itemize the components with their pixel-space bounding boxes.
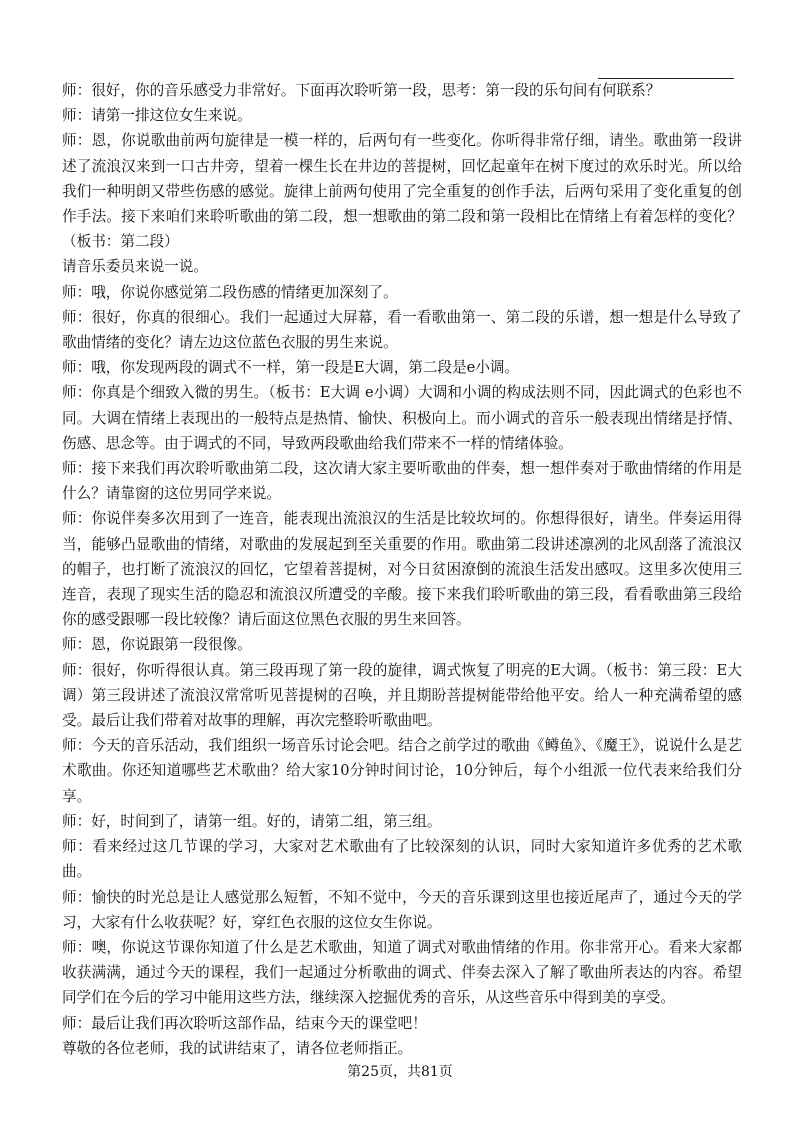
document-body — [62, 78, 742, 1061]
paragraph: 师：恩，你说歌曲前两句旋律是一模一样的，后两句有一些变化。你听得非常仔细，请坐。歌曲第一段讲述了流浪汉来到一口古井旁，望着一棵生长在井边的菩提树，回忆起童年在树下度过的欢乐时光。所以给我们一种明朗又带些伤感的感觉。旋律上前两句使用了完全重复的创作手法，后两句采用了变化重复的创作手法。接下来咱们来聆听歌曲的第二段，想一想歌曲的第二段和第一段相比在情绪上有着怎样的变化？（板书：第二段） — [62, 132, 742, 251]
paragraph: 师：今天的音乐活动，我们组织一场音乐讨论会吧。结合之前学过的歌曲《鳟鱼》、《魔王》，说说什么是艺术歌曲。你还知道哪些艺术歌曲？给大家10分钟时间讨论，10分钟后，每个小组派一位代表来给我们分享。 — [62, 737, 742, 805]
paragraph: 师：请第一排这位女生来说。 — [62, 107, 252, 125]
paragraph: 师：好，时间到了，请第一组。好的，请第二组，第三组。 — [62, 812, 442, 830]
paragraph: 师：最后让我们再次聆听这部作品，结束今天的课堂吧！ — [62, 1014, 427, 1032]
paragraph: 师：很好，你的音乐感受力非常好。下面再次聆听第一段，思考：第一段的乐句间有何联系？ — [62, 82, 661, 99]
paragraph: 师：哦，你发现两段的调式不一样，第一段是E大调，第二段是e小调。 — [62, 359, 520, 377]
paragraph: 师：很好，你听得很认真。第三段再现了第一段的旋律，调式恢复了明亮的E大调。（板书：第三段：E大调）第三段讲述了流浪汉常常听见菩提树的召唤，并且期盼菩提树能带给他平安。给人一种充满希望的感受。最后让我们带着对故事的理解，再次完整聆听歌曲吧。 — [62, 661, 742, 730]
paragraph: 师：哦，你说你感觉第二段伤感的情绪更加深刻了。 — [62, 283, 398, 301]
paragraph: 师：噢，你说这节课你知道了什么是艺术歌曲，知道了调式对歌曲情绪的作用。你非常开心。看来大家都收获满满，通过今天的课程，我们一起通过分析歌曲的调式、伴奏去深入了解了歌曲所表达的内容。希望同学们在今后的学习中能用这些方法，继续深入挖掘优秀的音乐，从这些音乐中得到美的享受。 — [62, 938, 742, 1007]
paragraph: 师：看来经过这几节课的学习，大家对艺术歌曲有了比较深刻的认识，同时大家知道许多优秀的艺术歌曲。 — [62, 838, 742, 881]
page-number: 第25页，共81页 — [347, 1064, 453, 1080]
paragraph: 师：你说伴奏多次用到了一连音，能表现出流浪汉的生活是比较坎坷的。你想得很好，请坐。伴奏运用得当，能够凸显歌曲的情绪，对歌曲的发展起到至关重要的作用。歌曲第二段讲述凛冽的北风刮落了流浪汉的帽子，也打断了流浪汉的回忆，它望着菩提树，对今日贫困潦倒的流浪生活发出感叹。这里多次使用三连音，表现了现实生活的隐忍和流浪汉所遭受的辛酸。接下来我们聆听歌曲的第三段，看看歌曲第三段给你的感受跟哪一段比较像？请后面这位黑色衣服的男生来回答。 — [62, 510, 742, 629]
paragraph: 师：愉快的时光总是让人感觉那么短暂，不知不觉中，今天的音乐课到这里也接近尾声了，通过今天的学习，大家有什么收获呢？好，穿红色衣服的这位女生你说。 — [62, 888, 742, 931]
paragraph: 师：很好，你真的很细心。我们一起通过大屏幕，看一看歌曲第一、第二段的乐谱，想一想是什么导致了歌曲情绪的变化？请左边这位蓝色衣服的男生来说。 — [62, 308, 742, 352]
paragraph: 师：你真是个细致入微的男生。（板书：E大调 e小调）大调和小调的构成法则不同，因此调式的色彩也不同。大调在情绪上表现出的一般特点是热情、愉快、积极向上。而小调式的音乐一般表现出情绪是抒情、伤感、思念等。由于调式的不同，导致两段歌曲给我们带来不一样的情绪体验。 — [62, 384, 742, 452]
paragraph: 请音乐委员来说一说。 — [62, 258, 208, 276]
paragraph: 尊敬的各位老师，我的试讲结束了，请各位老师指正。 — [62, 1039, 413, 1057]
paragraph: 师：接下来我们再次聆听歌曲第二段，这次请大家主要听歌曲的伴奏，想一想伴奏对于歌曲情绪的作用是什么？请靠窗的这位男同学来说。 — [62, 460, 742, 503]
paragraph: 师：恩，你说跟第一段很像。 — [62, 636, 252, 654]
